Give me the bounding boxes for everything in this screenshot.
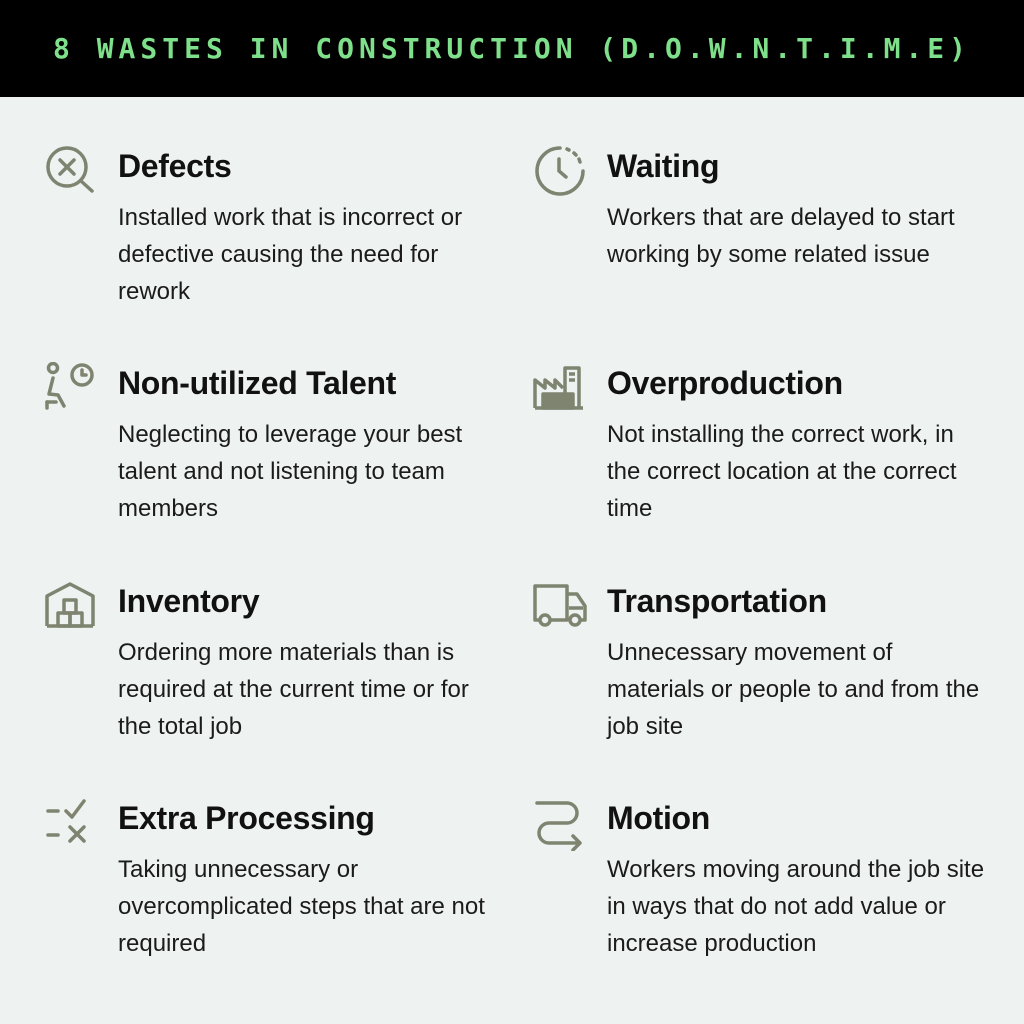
waste-title: Motion	[607, 800, 711, 836]
clock-icon	[533, 145, 587, 199]
header-banner	[0, 0, 1024, 97]
waste-description: Taking unnecessary or overcomplicated steps that are not required	[118, 856, 485, 957]
idle-person-icon	[44, 362, 98, 416]
waste-title: Overproduction	[607, 365, 843, 401]
waste-title: Defects	[118, 148, 232, 184]
waste-description: Workers that are delayed to start working by some related issue	[607, 204, 955, 268]
waste-description: Neglecting to leverage your best talent and not listening to team members	[118, 421, 463, 522]
winding-arrow-icon	[533, 797, 587, 851]
magnifier-x-icon	[44, 145, 98, 199]
waste-description: Ordering more materials than is required at the current time or for the total job	[118, 639, 469, 740]
waste-title: Non-utilized Talent	[118, 365, 397, 401]
truck-icon	[533, 580, 587, 634]
waste-title: Transportation	[607, 583, 827, 619]
factory-icon	[533, 362, 587, 416]
waste-title: Waiting	[607, 148, 720, 184]
waste-title: Inventory	[118, 583, 260, 619]
check-x-list-icon	[44, 797, 98, 851]
warehouse-icon	[44, 580, 98, 634]
page-title: 8 WASTES IN CONSTRUCTION (D.O.W.N.T.I.M.E)	[52, 32, 971, 65]
waste-description: Installed work that is incorrect or defective causing the need for rework	[118, 204, 463, 305]
waste-description: Workers moving around the job site in ways that do not add value or increase production	[607, 856, 985, 957]
waste-description: Unnecessary movement of materials or people to and from the job site	[607, 639, 980, 740]
waste-title: Extra Processing	[118, 800, 375, 836]
waste-description: Not installing the correct work, in the correct location at the correct time	[607, 421, 957, 522]
